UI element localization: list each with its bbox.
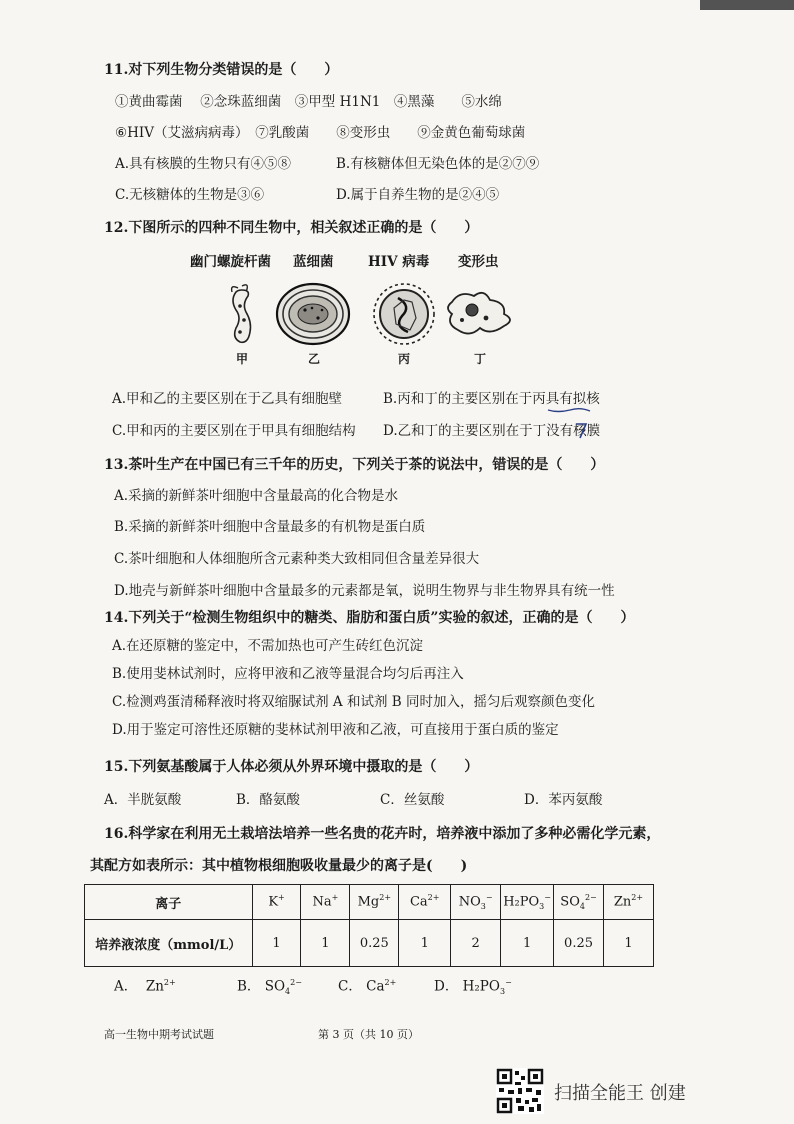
q11-option-c: C.无核糖体的生物是③⑥ xyxy=(115,187,265,203)
q16-stem-line-2: 其配方如表所示：其中植物根细胞吸收量最少的离子是( ) xyxy=(90,858,468,874)
ion-cell: K+ xyxy=(252,885,301,920)
ion-cell: $NO_3^-$ xyxy=(451,885,501,920)
q15-option-c: C．丝氨酸 xyxy=(380,792,445,808)
organism-drawings xyxy=(190,280,550,350)
q13-option-c: C.茶叶细胞和人体细胞所含元素种类大致相同但含量差异很大 xyxy=(114,551,480,567)
ion-concentration-table xyxy=(84,884,654,967)
q12-option-a: A.甲和乙的主要区别在于乙具有细胞壁 xyxy=(112,391,343,407)
ion-cell: $Ca^{2+}$ xyxy=(399,885,451,920)
q14-option-c: C.检测鸡蛋清稀释液时将双缩脲试剂 A 和试剂 B 同时加入，摇匀后观察颜色变化 xyxy=(112,694,595,710)
concentration-cell: 1 xyxy=(501,920,554,967)
concentration-cell: 1 xyxy=(301,920,350,967)
footer-page-number: 第 3 页（共 10 页） xyxy=(318,1028,419,1041)
q15-option-a: A．半胱氨酸 xyxy=(104,792,182,808)
q11-option-d: D.属于自养生物的是②④⑤ xyxy=(336,187,500,203)
concentration-cell: 2 xyxy=(451,920,501,967)
q14-stem: 14.下列关于“检测生物组织中的糖类、脂肪和蛋白质”实验的叙述，正确的是（ ） xyxy=(104,610,635,626)
q16-option-c: C． $Ca^{2+}$ xyxy=(338,978,397,995)
scanner-watermark-text: 扫描全能王 创建 xyxy=(554,1083,686,1104)
hiv-drawing xyxy=(374,284,434,344)
q11-items-1: ①黄曲霉菌 ②念珠蓝细菌 ③甲型 H1N1 ④黑藻 ⑤水绵 xyxy=(115,94,502,110)
q13-option-b: B.采摘的新鲜茶叶细胞中含量最多的有机物是蛋白质 xyxy=(114,519,426,535)
ion-cell: $SO_4^{2-}$ xyxy=(554,885,604,920)
organism-label-hiv: HIV 病毒 xyxy=(368,254,430,270)
q12-option-b: B.丙和丁的主要区别在于丙具有拟核 xyxy=(383,391,600,407)
ion-cell: $Mg^{2+}$ xyxy=(350,885,399,920)
q11-stem: 11.对下列生物分类错误的是（ ） xyxy=(104,62,339,78)
ion-cell: $H_2PO_3^-$ xyxy=(501,885,554,920)
caption-jia: 甲 xyxy=(236,352,249,366)
footer-exam-title: 高一生物中期考试试题 xyxy=(104,1028,214,1041)
organism-label-helicobacter: 幽门螺旋杆菌 xyxy=(190,254,271,270)
handwritten-marks xyxy=(544,394,616,446)
q12-option-d: D.乙和丁的主要区别在于丁没有核膜 xyxy=(383,423,601,439)
q14-option-b: B.使用斐林试剂时，应将甲液和乙液等量混合均匀后再注入 xyxy=(112,666,464,682)
q11-option-b: B.有核糖体但无染色体的是②⑦⑨ xyxy=(336,156,540,172)
q16-stem-line-1: 16.科学家在利用无土栽培法培养一些名贵的花卉时，培养液中添加了多种必需化学元素， xyxy=(104,826,661,842)
q16-option-d: D． $H_2PO_3^-$ xyxy=(434,978,512,997)
q14-option-a: A.在还原糖的鉴定中，不需加热也可产生砖红色沉淀 xyxy=(112,638,424,654)
q14-option-d: D.用于鉴定可溶性还原糖的斐林试剂甲液和乙液，可直接用于蛋白质的鉴定 xyxy=(112,722,559,738)
ion-cell: $Zn^{2+}$ xyxy=(604,885,654,920)
caption-bing: 丙 xyxy=(398,352,411,366)
scan-edge-mark xyxy=(700,0,794,10)
ion-cell: Na+ xyxy=(301,885,350,920)
q12-option-c: C.甲和丙的主要区别在于甲具有细胞结构 xyxy=(112,423,356,439)
q12-organism-figure xyxy=(190,250,550,375)
organism-label-amoeba: 变形虫 xyxy=(458,254,499,270)
concentration-cell: 1 xyxy=(252,920,301,967)
table-row-concentrations xyxy=(85,920,654,967)
q15-stem: 15.下列氨基酸属于人体必须从外界环境中摄取的是（ ） xyxy=(104,759,479,775)
q15-option-b: B．酪氨酸 xyxy=(236,792,300,808)
row-label-ion: 离子 xyxy=(85,885,253,920)
organism-label-cyanobacteria: 蓝细菌 xyxy=(293,254,334,270)
row-label-concentration: 培养液浓度（mmol/L） xyxy=(85,920,253,967)
q16-option-b: B． $SO_4^{2-}$ xyxy=(237,978,302,997)
caption-yi: 乙 xyxy=(308,352,321,366)
q16-option-a: A． $Zn^{2+}$ xyxy=(114,978,176,995)
q13-option-d: D.地壳与新鲜茶叶细胞中含量最多的元素都是氧，说明生物界与非生物界具有统一性 xyxy=(114,583,615,599)
q13-option-a: A.采摘的新鲜茶叶细胞中含量最高的化合物是水 xyxy=(114,488,399,504)
q13-stem: 13.茶叶生产在中国已有三千年的历史，下列关于茶的说法中，错误的是（ ） xyxy=(104,457,605,473)
concentration-cell: 0.25 xyxy=(350,920,399,967)
q11-option-a: A.具有核膜的生物只有④⑤⑧ xyxy=(115,156,292,172)
q12-stem: 12.下图所示的四种不同生物中，相关叙述正确的是（ ） xyxy=(104,220,479,236)
helicobacter-drawing xyxy=(232,285,251,342)
amoeba-drawing xyxy=(448,293,510,334)
caption-ding: 丁 xyxy=(474,352,487,366)
q15-option-d: D．苯丙氨酸 xyxy=(524,792,603,808)
concentration-cell: 0.25 xyxy=(554,920,604,967)
q11-items-2: ⑥HIV（艾滋病病毒） ⑦乳酸菌 ⑧变形虫 ⑨金黄色葡萄球菌 xyxy=(115,125,526,141)
concentration-cell: 1 xyxy=(399,920,451,967)
concentration-cell: 1 xyxy=(604,920,654,967)
qr-code-icon xyxy=(496,1068,544,1114)
cyanobacteria-drawing xyxy=(277,284,349,344)
table-row-ions xyxy=(85,885,654,920)
